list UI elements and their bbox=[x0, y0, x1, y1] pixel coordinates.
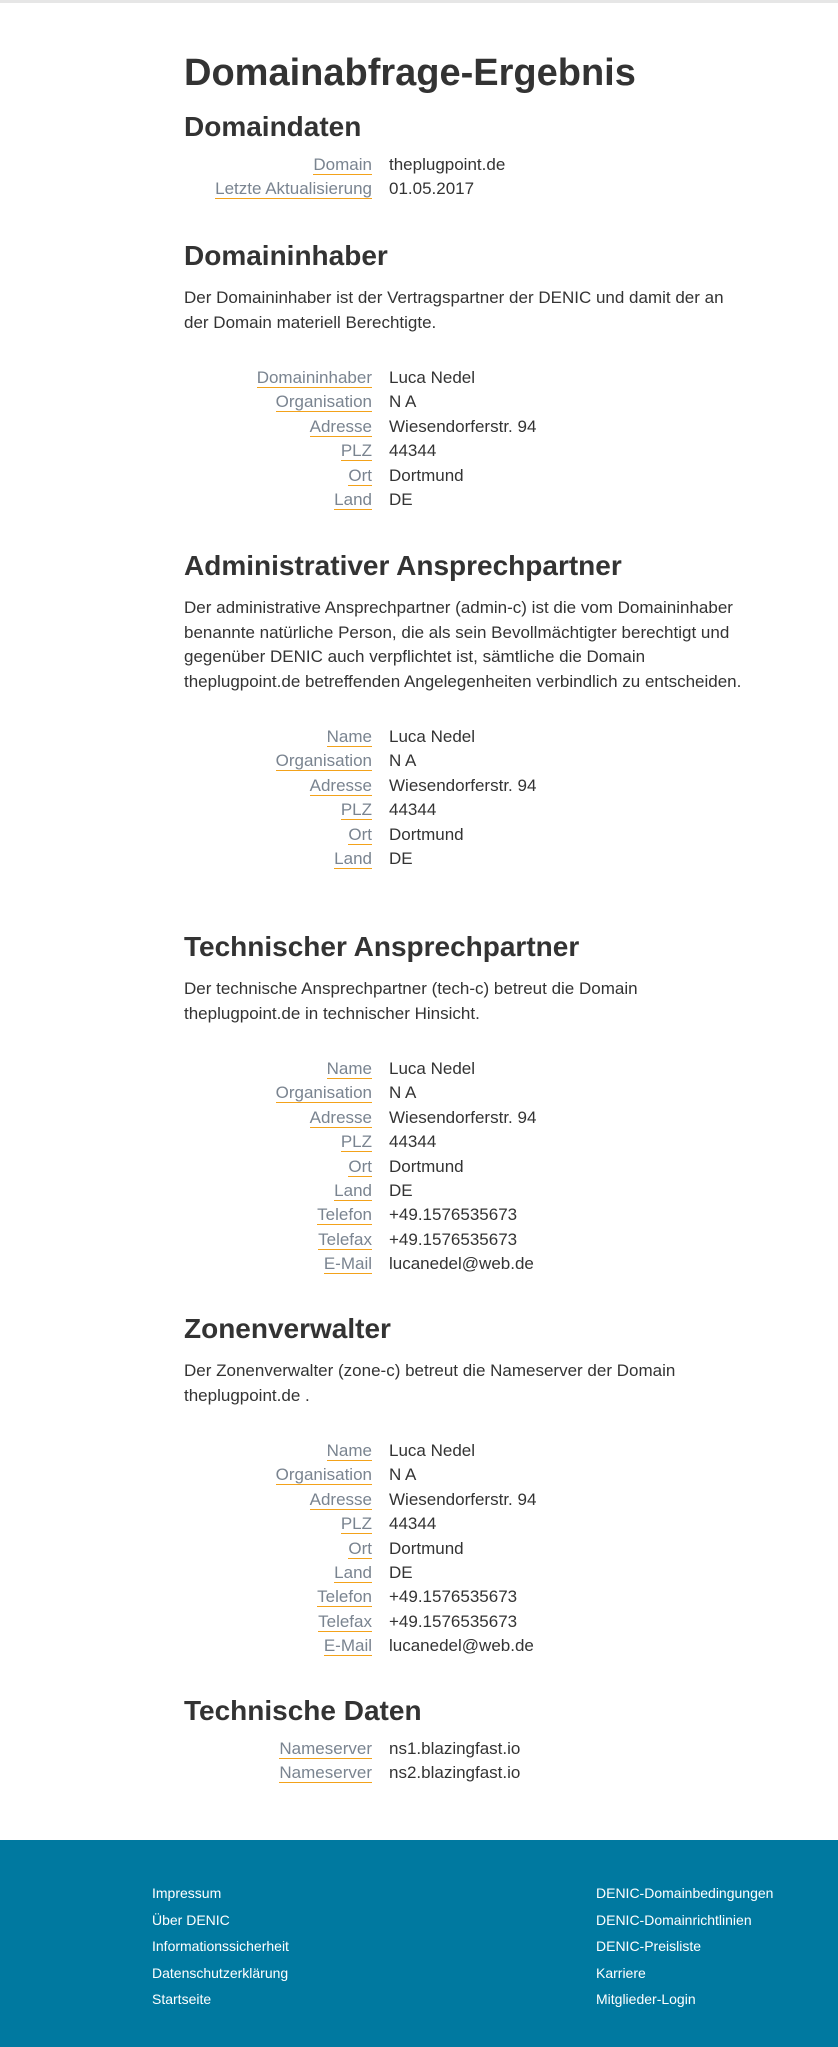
footer-link-domainrichtlinien[interactable]: DENIC-Domainrichtlinien bbox=[596, 1911, 752, 1928]
page-title: Domainabfrage-Ergebnis bbox=[184, 52, 636, 94]
field-value: 01.05.2017 bbox=[389, 179, 475, 199]
section-heading: Domaindaten bbox=[184, 111, 362, 142]
section-description: Der Zonenverwalter (zone-c) betreut die Nameserver der Domain theplugpoint.de . bbox=[184, 1361, 676, 1405]
field-label[interactable]: PLZ bbox=[340, 800, 372, 820]
kv-row bbox=[184, 1635, 744, 1659]
kv-row bbox=[184, 1229, 744, 1253]
top-border bbox=[0, 0, 838, 3]
field-value: N A bbox=[389, 392, 417, 412]
field-label[interactable]: Nameserver bbox=[279, 1763, 372, 1783]
kv-row bbox=[184, 1464, 744, 1488]
field-value: 44344 bbox=[389, 1132, 437, 1152]
field-value: Dortmund bbox=[389, 1156, 464, 1176]
field-value: +49.1576535673 bbox=[389, 1611, 518, 1631]
field-label[interactable]: Ort bbox=[348, 824, 372, 844]
kv-row bbox=[184, 1562, 744, 1586]
field-label[interactable]: Ort bbox=[348, 465, 372, 485]
field-label[interactable]: Name bbox=[326, 1059, 372, 1078]
kv-row bbox=[184, 1538, 744, 1562]
field-label[interactable]: PLZ bbox=[340, 441, 372, 461]
kv-row bbox=[184, 824, 744, 848]
kv-row bbox=[184, 1513, 744, 1537]
field-label[interactable]: Adresse bbox=[309, 1489, 372, 1509]
section-description: Der technische Ansprechpartner (tech-c) betreut die Domain theplugpoint.de in technischer Hinsicht. bbox=[184, 979, 638, 1023]
field-value: +49.1576535673 bbox=[389, 1587, 518, 1607]
field-value: lucanedel@web.de bbox=[389, 1636, 534, 1656]
field-label[interactable]: Land bbox=[334, 1562, 372, 1582]
kv-list bbox=[184, 1440, 744, 1660]
footer-link-startseite[interactable]: Startseite bbox=[152, 1991, 212, 2007]
field-label[interactable]: Telefax bbox=[318, 1611, 372, 1631]
field-value: Wiesendorferstr. 94 bbox=[389, 1489, 537, 1509]
kv-row bbox=[184, 1586, 744, 1610]
section-domaininhaber bbox=[184, 240, 744, 513]
kv-row bbox=[184, 1107, 744, 1131]
section-zone-c bbox=[184, 1313, 744, 1660]
field-label[interactable]: Letzte Aktualisierung bbox=[215, 179, 372, 199]
kv-row bbox=[184, 1489, 744, 1513]
kv-row bbox=[184, 1611, 744, 1635]
kv-row bbox=[184, 367, 744, 391]
field-value: 44344 bbox=[389, 441, 437, 461]
field-label[interactable]: E-Mail bbox=[323, 1254, 372, 1274]
field-value: theplugpoint.de bbox=[389, 155, 506, 174]
footer bbox=[0, 1840, 838, 2047]
field-label[interactable]: PLZ bbox=[340, 1132, 372, 1152]
kv-row bbox=[184, 799, 744, 823]
section-heading: Domaininhaber bbox=[184, 240, 388, 271]
field-value: N A bbox=[389, 751, 417, 771]
field-value: DE bbox=[389, 1562, 413, 1582]
kv-row bbox=[184, 465, 744, 489]
kv-row bbox=[184, 1762, 744, 1786]
kv-row bbox=[184, 848, 744, 872]
kv-row bbox=[184, 489, 744, 513]
section-heading: Technischer Ansprechpartner bbox=[184, 931, 580, 962]
field-label[interactable]: Name bbox=[326, 727, 372, 746]
field-label[interactable]: Adresse bbox=[309, 1107, 372, 1127]
section-description: Der administrative Ansprechpartner (admin-c) ist die vom Domaininhaber benannte natürliche Person, die als sein Bevollmächtigter berechtigt und gegenüber DENIC auch verpflichtet ist, sämtliche die Domain theplugpoint.de betreffenden Angelegenheiten verbindlich zu entscheiden. bbox=[184, 598, 742, 691]
kv-list bbox=[184, 154, 744, 203]
field-value: +49.1576535673 bbox=[389, 1229, 518, 1249]
field-value: 44344 bbox=[389, 1514, 437, 1534]
field-value: Dortmund bbox=[389, 1538, 464, 1558]
section-tech-c bbox=[184, 931, 744, 1278]
kv-list bbox=[184, 726, 744, 872]
field-label[interactable]: Adresse bbox=[309, 775, 372, 795]
field-value: Dortmund bbox=[389, 824, 464, 844]
field-value: N A bbox=[389, 1083, 417, 1103]
section-technische-daten bbox=[184, 1695, 744, 1787]
kv-row bbox=[184, 726, 744, 750]
field-label[interactable]: Telefon bbox=[317, 1587, 372, 1607]
field-label[interactable]: Land bbox=[334, 848, 372, 868]
footer-link-preisliste[interactable]: DENIC-Preisliste bbox=[596, 1938, 702, 1954]
footer-link-domainbedingungen[interactable]: DENIC-Domainbedingungen bbox=[596, 1885, 774, 1901]
field-value: N A bbox=[389, 1465, 417, 1485]
kv-row bbox=[184, 1253, 744, 1277]
field-value: Luca Nedel bbox=[389, 1059, 476, 1078]
field-value: Wiesendorferstr. 94 bbox=[389, 416, 537, 436]
kv-row bbox=[184, 1204, 744, 1228]
field-label[interactable]: Organisation bbox=[275, 392, 372, 412]
field-value: Wiesendorferstr. 94 bbox=[389, 775, 537, 795]
field-value: +49.1576535673 bbox=[389, 1205, 518, 1225]
kv-row bbox=[184, 178, 744, 202]
section-heading: Administrativer Ansprechpartner bbox=[184, 550, 622, 581]
field-value: lucanedel@web.de bbox=[389, 1254, 534, 1274]
section-heading: Zonenverwalter bbox=[184, 1313, 391, 1344]
field-label[interactable]: Telefax bbox=[318, 1229, 372, 1249]
section-heading: Technische Daten bbox=[184, 1695, 422, 1726]
field-value: ns1.blazingfast.io bbox=[389, 1739, 521, 1758]
kv-row bbox=[184, 1058, 744, 1082]
section-admin-c bbox=[184, 550, 744, 872]
field-label[interactable]: Land bbox=[334, 1180, 372, 1200]
section-domaindaten bbox=[184, 111, 744, 203]
field-label[interactable]: Land bbox=[334, 489, 372, 509]
field-value: Luca Nedel bbox=[389, 1441, 476, 1460]
field-value: ns2.blazingfast.io bbox=[389, 1763, 521, 1783]
kv-row bbox=[184, 1131, 744, 1155]
field-value: DE bbox=[389, 489, 413, 509]
kv-row bbox=[184, 775, 744, 799]
kv-list bbox=[184, 1738, 744, 1787]
kv-row bbox=[184, 154, 744, 178]
footer-link-ueber-denic[interactable]: Über DENIC bbox=[152, 1911, 230, 1928]
field-label[interactable]: Telefon bbox=[317, 1205, 372, 1225]
kv-row bbox=[184, 750, 744, 774]
field-value: Dortmund bbox=[389, 465, 464, 485]
kv-row bbox=[184, 1156, 744, 1180]
field-label[interactable]: Organisation bbox=[275, 1083, 372, 1103]
field-label[interactable]: Nameserver bbox=[279, 1739, 372, 1758]
field-label[interactable]: E-Mail bbox=[323, 1636, 372, 1656]
field-value: DE bbox=[389, 1180, 413, 1200]
kv-list bbox=[184, 367, 744, 513]
field-value: DE bbox=[389, 848, 413, 868]
field-label[interactable]: Ort bbox=[348, 1156, 372, 1176]
field-label[interactable]: PLZ bbox=[340, 1514, 372, 1534]
kv-row bbox=[184, 1440, 744, 1464]
footer-link-karriere[interactable]: Karriere bbox=[596, 1964, 646, 1981]
kv-row bbox=[184, 416, 744, 440]
footer-link-datenschutz[interactable]: Datenschutzerklärung bbox=[152, 1964, 289, 1981]
footer-link-informationssicherheit[interactable]: Informationssicherheit bbox=[152, 1938, 289, 1954]
field-value: Luca Nedel bbox=[389, 368, 476, 387]
footer-link-mitglieder-login[interactable]: Mitglieder-Login bbox=[596, 1991, 696, 2007]
kv-row bbox=[184, 1082, 744, 1106]
kv-row bbox=[184, 1738, 744, 1762]
field-label[interactable]: Organisation bbox=[275, 751, 372, 771]
footer-link-impressum[interactable]: Impressum bbox=[152, 1885, 222, 1901]
footer-links-left bbox=[152, 1880, 289, 2013]
field-label[interactable]: Name bbox=[326, 1441, 372, 1460]
footer-links-right bbox=[596, 1880, 773, 2013]
section-description: Der Domaininhaber ist der Vertragspartner der DENIC und damit der an der Domain materiell Berechtigte. bbox=[184, 288, 724, 332]
kv-row bbox=[184, 1180, 744, 1204]
field-value: Luca Nedel bbox=[389, 727, 476, 746]
field-label[interactable]: Ort bbox=[348, 1538, 372, 1558]
field-label[interactable]: Organisation bbox=[275, 1465, 372, 1485]
field-label[interactable]: Domaininhaber bbox=[256, 368, 372, 387]
field-label[interactable]: Domain bbox=[313, 155, 372, 174]
kv-row bbox=[184, 440, 744, 464]
field-value: Wiesendorferstr. 94 bbox=[389, 1107, 537, 1127]
field-label[interactable]: Adresse bbox=[309, 416, 372, 436]
kv-list bbox=[184, 1058, 744, 1278]
field-value: 44344 bbox=[389, 800, 437, 820]
kv-row bbox=[184, 391, 744, 415]
